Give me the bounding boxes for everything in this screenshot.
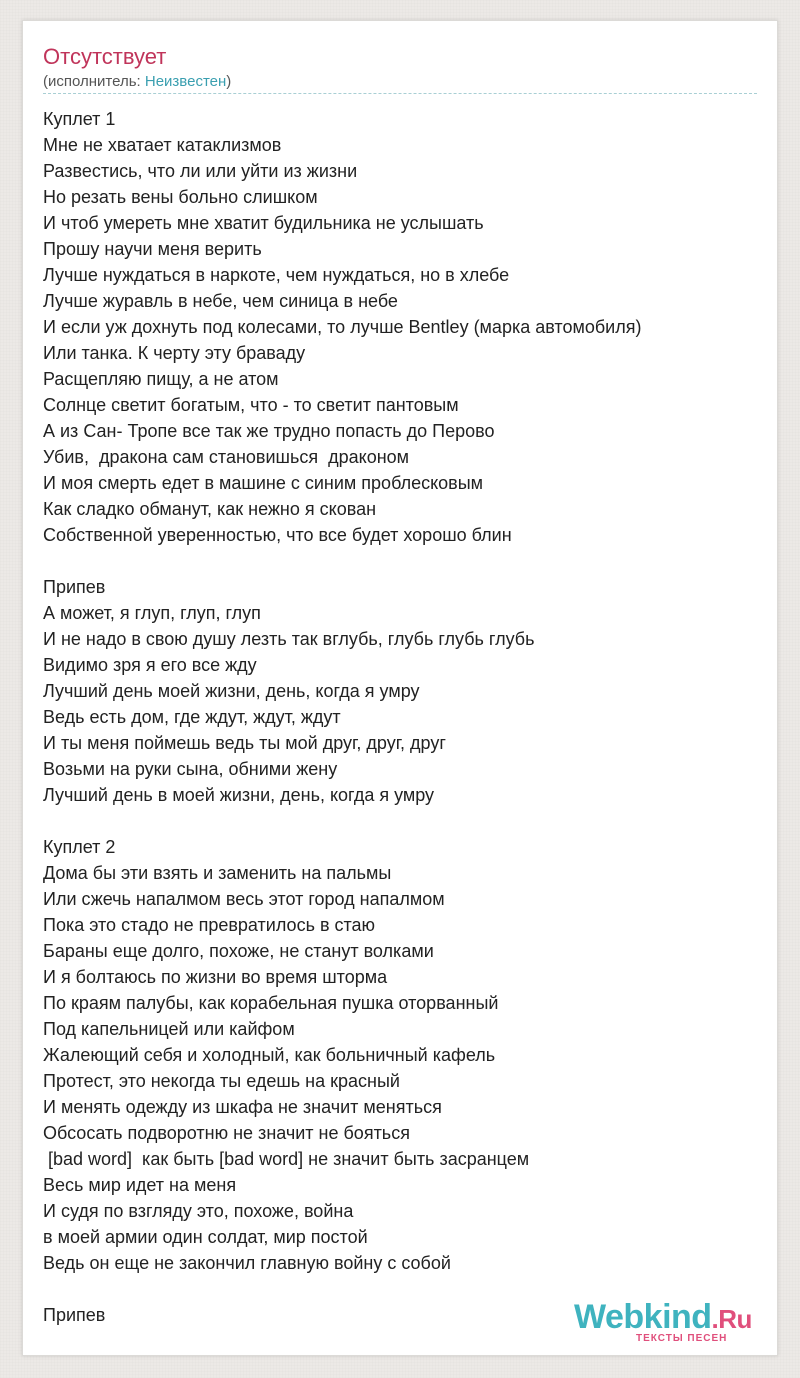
stanza-gap: [43, 1276, 641, 1302]
lyric-line: Ведь есть дом, где ждут, ждут, ждут: [43, 707, 341, 727]
artist-link[interactable]: Неизвестен: [144, 73, 227, 90]
logo-name: Webkind: [574, 1298, 712, 1336]
lyric-line: Лучше нуждаться в наркоте, чем нуждаться, но в хлебе: [43, 265, 510, 285]
lyric-line: Дома бы эти взять и заменить на пальмы: [43, 863, 392, 883]
lyric-line: Лучший день моей жизни, день, когда я умру: [43, 681, 420, 701]
lyric-line: Куплет 2: [43, 837, 116, 857]
artist-suffix: ): [226, 73, 232, 90]
stanza-gap: [43, 548, 641, 574]
title-divider: [43, 93, 757, 94]
lyric-line: Но резать вены больно слишком: [43, 187, 318, 207]
lyric-line: И если уж дохнуть под колесами, то лучше Bentley (марка автомобиля): [43, 317, 642, 337]
lyric-line: И не надо в свою душу лезть так вглубь, глубь глубь глубь: [43, 629, 535, 649]
lyric-line: Припев: [43, 577, 106, 597]
lyric-line: Протест, это некогда ты едешь на красный: [43, 1071, 400, 1091]
lyric-line: Или сжечь напалмом весь этот город напалмом: [43, 889, 445, 909]
lyric-line: Куплет 1: [43, 109, 116, 129]
lyric-line: Расщепляю пищу, а не атом: [43, 369, 279, 389]
lyric-line: Под капельницей или кайфом: [43, 1019, 295, 1039]
lyric-line: И менять одежду из шкафа не значит меняться: [43, 1097, 442, 1117]
artist-line: [43, 73, 231, 91]
lyric-line: И чтоб умереть мне хватит будильника не услышать: [43, 213, 484, 233]
lyric-line: [bad word] как быть [bad word] не значит быть засранцем: [43, 1149, 530, 1169]
lyric-line: Солнце светит богатым, что - то светит пантовым: [43, 395, 459, 415]
lyric-line: Весь мир идет на меня: [43, 1175, 237, 1195]
lyric-line: Лучший день в моей жизни, день, когда я умру: [43, 785, 435, 805]
lyric-line: Ведь он еще не закончил главную войну с собой: [43, 1253, 451, 1273]
stanza-gap: [43, 808, 641, 834]
logo-tagline: ТЕКСТЫ ПЕСЕН: [636, 1333, 728, 1344]
lyrics-text: [43, 106, 641, 1328]
lyric-line: И я болтаюсь по жизни во время шторма: [43, 967, 388, 987]
lyric-line: в моей армии один солдат, мир постой: [43, 1227, 368, 1247]
lyric-line: И ты меня поймешь ведь ты мой друг, друг, друг: [43, 733, 446, 753]
lyric-line: И судя по взгляду это, похоже, война: [43, 1201, 354, 1221]
lyric-line: Видимо зря я его все жду: [43, 655, 257, 675]
lyric-line: И моя смерть едет в машине с синим проблесковым: [43, 473, 484, 493]
lyric-line: Как сладко обманут, как нежно я скован: [43, 499, 377, 519]
song-title: Отсутствует: [43, 44, 167, 69]
lyric-line: По краям палубы, как корабельная пушка оторванный: [43, 993, 499, 1013]
lyric-line: Собственной уверенностью, что все будет хорошо блин: [43, 525, 512, 545]
lyric-line: Лучше журавль в небе, чем синица в небе: [43, 291, 398, 311]
lyric-line: Убив, дракона сам становишься драконом: [43, 447, 410, 467]
lyric-line: А из Сан- Тропе все так же трудно попасть до Перово: [43, 421, 495, 441]
lyric-line: Жалеющий себя и холодный, как больничный кафель: [43, 1045, 496, 1065]
lyric-line: Пока это стадо не превратилось в стаю: [43, 915, 376, 935]
webkind-logo[interactable]: [574, 1297, 769, 1349]
lyric-line: Развестись, что ли или уйти из жизни: [43, 161, 358, 181]
lyric-line: Прошу научи меня верить: [43, 239, 262, 259]
lyric-line: Мне не хватает катаклизмов: [43, 135, 282, 155]
lyric-line: Обсосать подворотню не значит не бояться: [43, 1123, 410, 1143]
lyrics-card: [22, 20, 778, 1356]
lyric-line: Или танка. К черту эту браваду: [43, 343, 306, 363]
logo-tld: .Ru: [711, 1304, 752, 1334]
lyric-line: Бараны еще долго, похоже, не станут волками: [43, 941, 434, 961]
lyric-line: А может, я глуп, глуп, глуп: [43, 603, 261, 623]
lyric-line: Припев: [43, 1305, 106, 1325]
artist-prefix: (исполнитель:: [43, 73, 145, 90]
lyric-line: Возьми на руки сына, обними жену: [43, 759, 338, 779]
